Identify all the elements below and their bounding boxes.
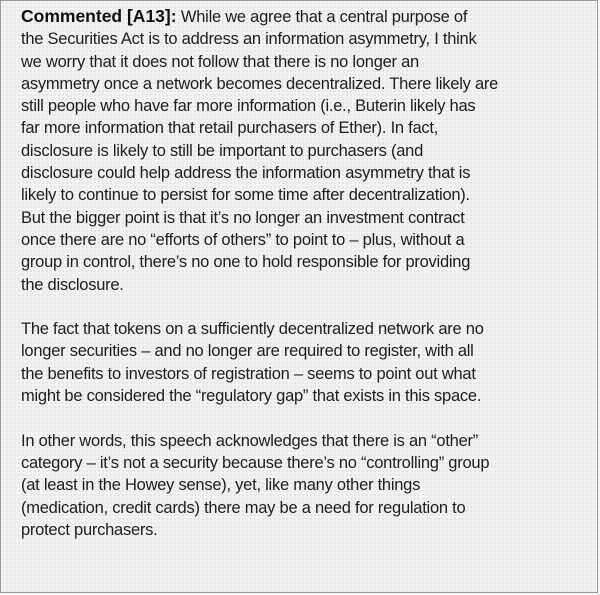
- comment-line: the Securities Act is to address an information asymmetry, I think: [21, 30, 477, 49]
- comment-line: longer securities – and no longer are required to register, with all: [21, 342, 474, 361]
- comment-line: In other words, this speech acknowledges that there is an “other”: [21, 431, 479, 450]
- comment-line: disclosure is likely to still be important to purchasers (and: [21, 141, 424, 160]
- comment-line: The fact that tokens on a sufficiently decentralized network are no: [21, 320, 484, 339]
- comment-label: Commented [A13]:: [21, 6, 177, 26]
- comment-line: Commented [A13]: While we agree that a central purpose of: [21, 6, 468, 26]
- comment-line: (medication, credit cards) there may be a need for regulation to: [21, 498, 466, 517]
- comment-line: once there are no “efforts of others” to point to – plus, without a: [21, 230, 465, 249]
- comment-paragraph-1: [21, 5, 593, 296]
- comment-line: protect purchasers.: [21, 520, 158, 539]
- comment-line: still people who have far more information (i.e., Buterin likely has: [21, 97, 476, 116]
- comment-line: the disclosure.: [21, 275, 124, 294]
- comment-line: we worry that it does not follow that there is no longer an: [21, 52, 419, 71]
- comment-text: [21, 5, 593, 541]
- comment-paragraph-2: [21, 318, 593, 407]
- comment-line: group in control, there’s no one to hold responsible for providing: [21, 253, 471, 272]
- comment-line: far more information that retail purchasers of Ether). In fact,: [21, 119, 439, 138]
- comment-line: category – it’s not a security because there’s no “controlling” group: [21, 453, 490, 472]
- comment-line: disclosure could help address the information asymmetry that is: [21, 164, 471, 183]
- comment-line: might be considered the “regulatory gap” that exists in this space.: [21, 387, 482, 406]
- comment-line: likely to continue to persist for some time after decentralization).: [21, 186, 470, 205]
- comment-line: But the bigger point is that it’s no longer an investment contract: [21, 208, 465, 227]
- comment-line: (at least in the Howey sense), yet, like many other things: [21, 476, 421, 495]
- comment-line: asymmetry once a network becomes decentralized. There likely are: [21, 74, 499, 93]
- comment-line: the benefits to investors of registration – seems to point out what: [21, 364, 476, 383]
- comment-paragraph-3: [21, 430, 593, 541]
